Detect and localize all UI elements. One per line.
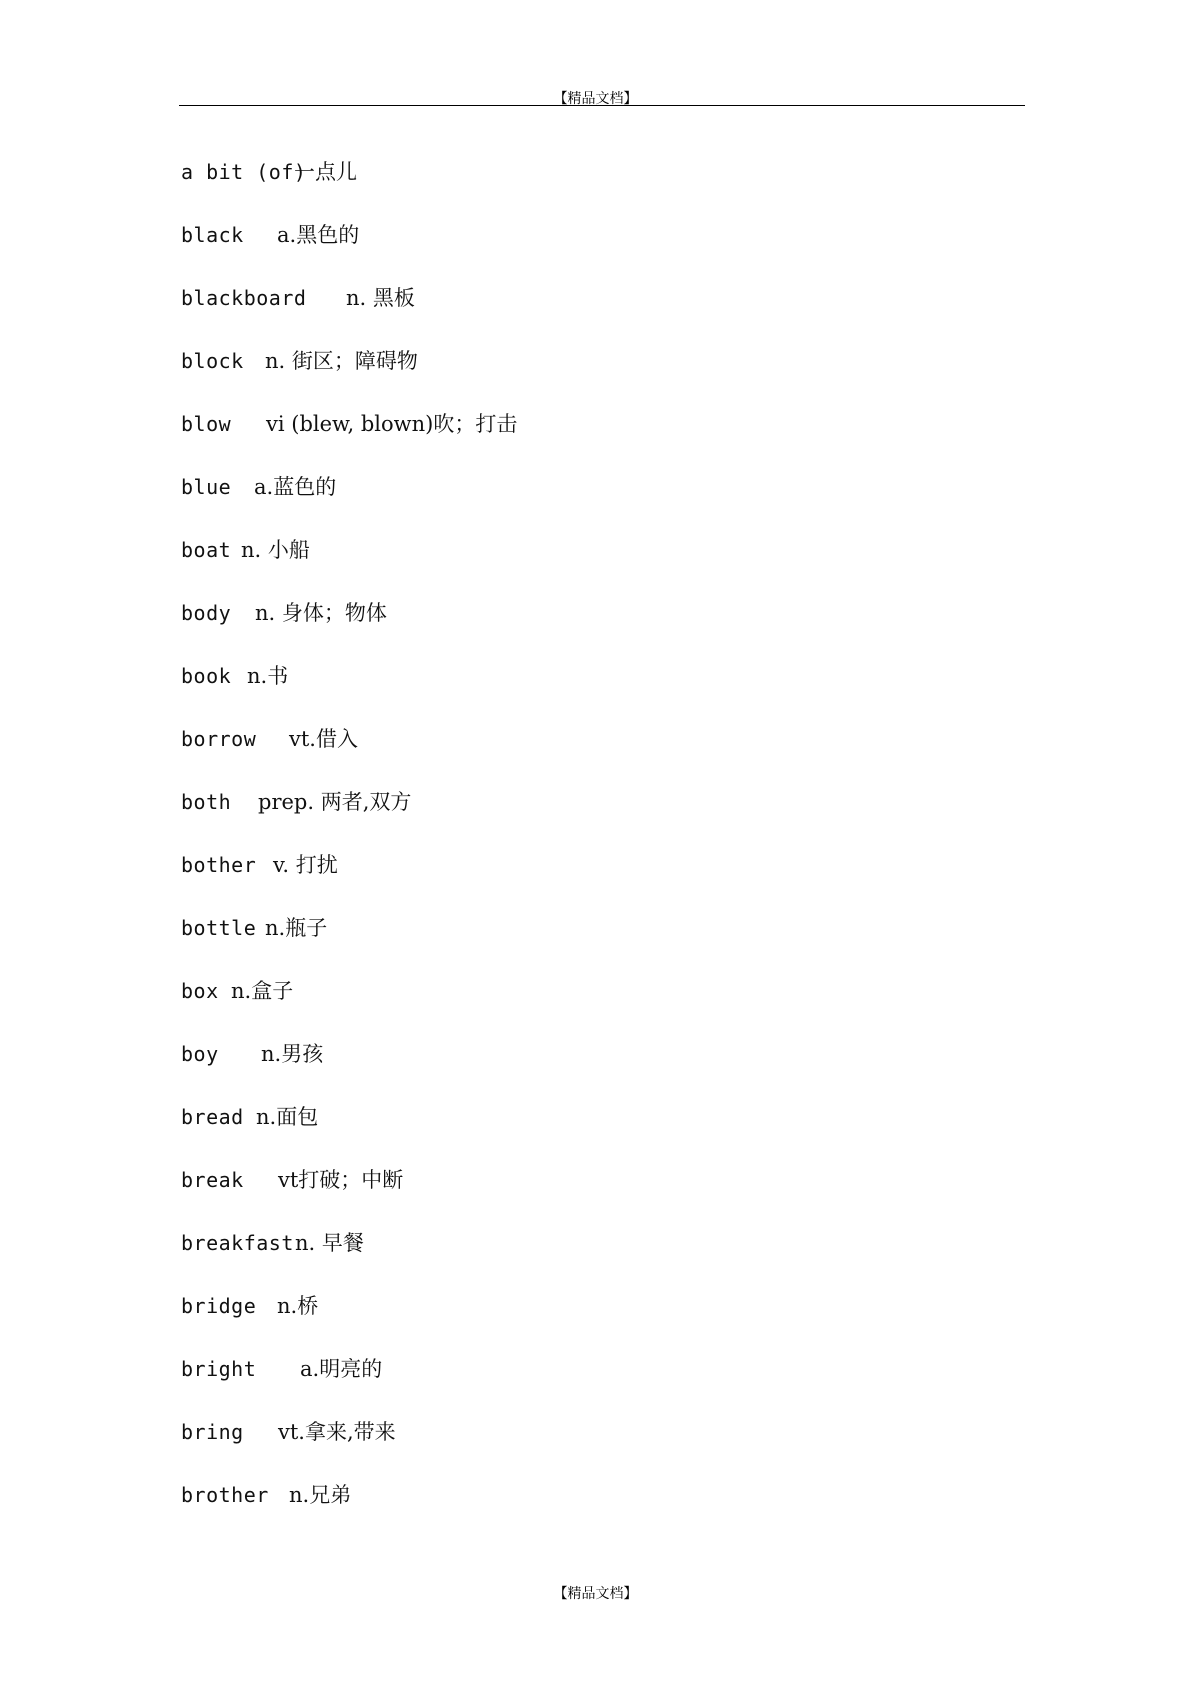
entry-word: blow [181, 412, 232, 436]
entry-word: boy [181, 1042, 219, 1066]
entry-definition: n. 身体；物体 [255, 601, 387, 625]
page-footer: 【精品文档】 [553, 1586, 638, 1602]
entry-word: borrow [181, 727, 257, 751]
entry-word: body [181, 601, 232, 625]
entry-definition: n.桥 [277, 1294, 319, 1318]
entry-word: break [181, 1168, 244, 1192]
entry-definition: n.男孩 [261, 1042, 324, 1066]
entry-definition: vi (blew, blown)吹；打击 [266, 412, 518, 436]
entry-word: bottle [181, 916, 257, 940]
entry-word: blackboard [181, 286, 307, 310]
entry-definition: n.面包 [256, 1105, 319, 1129]
entry-definition: n. 早餐 [295, 1231, 364, 1255]
entry-word: bother [181, 853, 257, 877]
entry-definition: vt.拿来,带来 [278, 1420, 396, 1444]
entry-word: bread [181, 1105, 244, 1129]
entry-definition: n. 黑板 [346, 286, 415, 310]
entry-definition: vt打破；中断 [278, 1168, 404, 1192]
entry-word: brother [181, 1483, 269, 1507]
entry-word: a bit (of) [181, 160, 307, 184]
entry-definition: n.瓶子 [265, 916, 328, 940]
entry-word: blue [181, 475, 232, 499]
entry-definition: n. 小船 [241, 538, 310, 562]
header-divider [179, 105, 1025, 106]
entry-definition: 一点儿 [294, 160, 357, 184]
entry-definition: n.盒子 [231, 979, 294, 1003]
entry-word: book [181, 664, 232, 688]
entry-word: block [181, 349, 244, 373]
entry-word: boat [181, 538, 232, 562]
entry-definition: a.明亮的 [300, 1357, 383, 1381]
entry-word: bright [181, 1357, 257, 1381]
entry-definition: n.兄弟 [289, 1483, 352, 1507]
entry-word: breakfast [181, 1231, 294, 1255]
entry-definition: a.蓝色的 [254, 475, 337, 499]
entry-definition: n.书 [247, 664, 289, 688]
entry-definition: vt.借入 [289, 727, 358, 751]
entry-word: black [181, 223, 244, 247]
entry-definition: n. 街区；障碍物 [265, 349, 418, 373]
entry-word: both [181, 790, 232, 814]
entry-definition: a.黑色的 [277, 223, 360, 247]
page-header: 【精品文档】 [553, 91, 638, 107]
entry-word: bring [181, 1420, 244, 1444]
entry-definition: prep. 两者,双方 [258, 790, 412, 814]
entry-word: box [181, 979, 219, 1003]
entry-definition: v. 打扰 [273, 853, 338, 877]
entry-word: bridge [181, 1294, 257, 1318]
